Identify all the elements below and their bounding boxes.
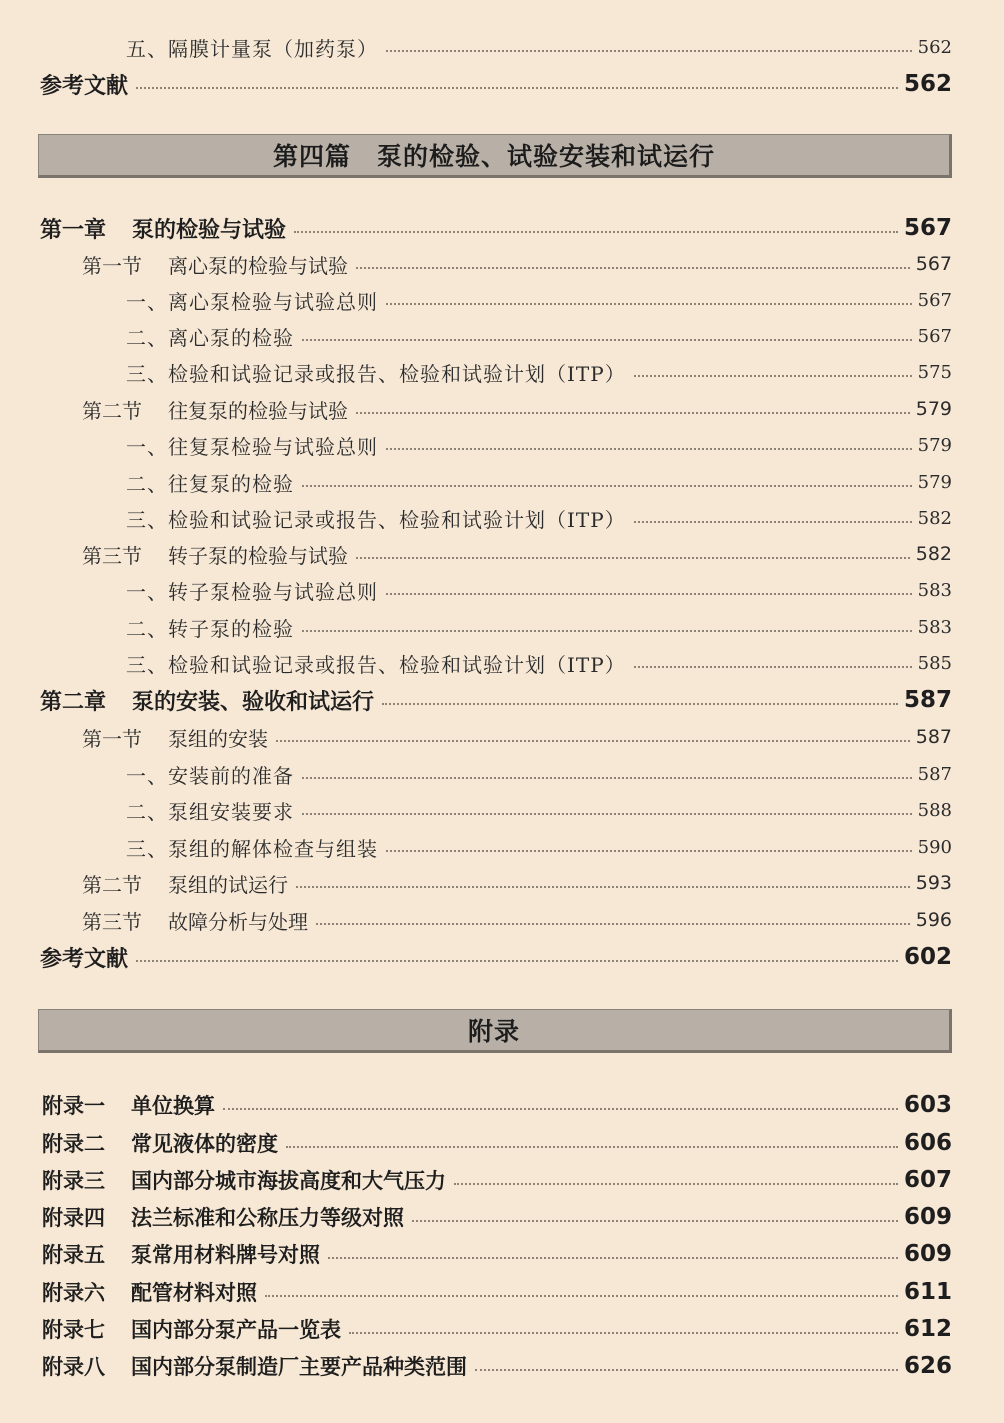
toc-section-1-3[interactable] (0, 537, 1004, 571)
toc-section-1-2[interactable] (0, 392, 1004, 426)
toc-item-title: 三、泵组的解体检查与组装 (126, 836, 378, 861)
appendix-number: 附录五 (42, 1243, 105, 1267)
section-title: 转子泵的检验与试验 (168, 543, 348, 568)
references-title: 参考文献 (40, 73, 129, 99)
toc-references-2[interactable] (0, 940, 1004, 974)
section-number: 第三节 (82, 543, 142, 568)
toc-appendix-6[interactable] (0, 1275, 1004, 1309)
page-number: 582 (915, 543, 952, 565)
page-number: 579 (917, 434, 952, 456)
dot-leader (294, 231, 898, 233)
dot-leader (386, 50, 912, 52)
dot-leader (302, 485, 912, 487)
toc-item-1-1-1[interactable] (0, 283, 1004, 317)
dot-leader (475, 1369, 898, 1371)
page-number: 590 (917, 836, 952, 858)
toc-appendix-5[interactable] (0, 1237, 1004, 1271)
appendix-heading-bar (38, 1009, 952, 1053)
page-number: 583 (917, 579, 952, 601)
toc-item-title: 五、隔膜计量泵（加药泵） (126, 36, 378, 61)
toc-item-1-2-3[interactable] (0, 501, 1004, 535)
page-number: 562 (917, 36, 952, 58)
dot-leader (386, 593, 912, 595)
appendix-title: 附录 (467, 1017, 520, 1046)
toc-item-2-1-2[interactable] (0, 793, 1004, 827)
toc-item-1-3-1[interactable] (0, 573, 1004, 607)
page-number: 579 (917, 471, 952, 493)
section-title: 泵组的安装 (168, 726, 268, 751)
toc-item-title: 一、安装前的准备 (126, 763, 294, 788)
dot-leader (386, 850, 912, 852)
section-number: 第一节 (82, 253, 142, 278)
appendix-number: 附录二 (42, 1132, 105, 1156)
appendix-entry-title: 单位换算 (131, 1094, 215, 1118)
chapter-title: 泵的检验与试验 (132, 217, 287, 243)
toc-item-title: 一、转子泵检验与试验总则 (126, 579, 378, 604)
dot-leader (386, 303, 912, 305)
appendix-number: 附录一 (42, 1094, 105, 1118)
dot-leader (386, 448, 912, 450)
appendix-entry-title: 国内部分泵产品一览表 (131, 1318, 341, 1342)
chapter-number: 第一章 (40, 217, 107, 243)
dot-leader (634, 375, 912, 377)
toc-section-2-3[interactable] (0, 903, 1004, 937)
page-number: 562 (903, 71, 952, 97)
page-number: 602 (903, 944, 952, 970)
section-title: 离心泵的检验与试验 (168, 253, 348, 278)
section-title: 泵组的试运行 (168, 872, 288, 897)
appendix-entry-title: 国内部分泵制造厂主要产品种类范围 (131, 1355, 467, 1379)
toc-item-title: 一、往复泵检验与试验总则 (126, 434, 378, 459)
part-heading-bar (38, 134, 952, 178)
dot-leader (302, 777, 912, 779)
page-number: 583 (917, 616, 952, 638)
toc-item-title: 三、检验和试验记录或报告、检验和试验计划（ITP） (126, 361, 626, 386)
toc-item-1-1-3[interactable] (0, 355, 1004, 389)
references-title: 参考文献 (40, 946, 129, 972)
page-number: 606 (903, 1130, 952, 1156)
appendix-number: 附录八 (42, 1355, 105, 1379)
section-title: 故障分析与处理 (168, 909, 308, 934)
toc-chapter-2[interactable] (0, 683, 1004, 717)
page-number: 582 (917, 507, 952, 529)
page-number: 587 (915, 726, 952, 748)
page-number: 609 (903, 1204, 952, 1230)
part-title: 第四篇 泵的检验、试验安装和试运行 (272, 142, 715, 171)
dot-leader (276, 740, 910, 742)
dot-leader (356, 267, 910, 269)
dot-leader (454, 1183, 898, 1185)
chapter-number: 第二章 (40, 689, 107, 715)
page-number: 587 (903, 687, 952, 713)
toc-item-1-3-2[interactable] (0, 610, 1004, 644)
page-number: 596 (915, 909, 952, 931)
toc-item-title: 二、泵组安装要求 (126, 799, 294, 824)
page-number: 612 (903, 1316, 952, 1342)
dot-leader (382, 703, 898, 705)
appendix-number: 附录六 (42, 1281, 105, 1305)
toc-item-1-2-2[interactable] (0, 465, 1004, 499)
toc-section-2-2[interactable] (0, 866, 1004, 900)
toc-appendix-4[interactable] (0, 1200, 1004, 1234)
toc-appendix-1[interactable] (0, 1088, 1004, 1122)
appendix-entry-title: 国内部分城市海拔高度和大气压力 (131, 1169, 446, 1193)
page-number: 587 (917, 763, 952, 785)
page-number: 567 (917, 289, 952, 311)
page-number: 579 (915, 398, 952, 420)
appendix-entry-title: 法兰标准和公称压力等级对照 (131, 1206, 404, 1230)
dot-leader (136, 87, 898, 89)
dot-leader (328, 1257, 898, 1259)
page-number: 567 (917, 325, 952, 347)
page-number: 593 (915, 872, 952, 894)
dot-leader (634, 666, 912, 668)
toc-item-title: 一、离心泵检验与试验总则 (126, 289, 378, 314)
page-number: 626 (903, 1353, 952, 1379)
section-number: 第三节 (82, 909, 142, 934)
appendix-number: 附录三 (42, 1169, 105, 1193)
dot-leader (349, 1332, 898, 1334)
page-number: 611 (903, 1279, 952, 1305)
toc-chapter-1[interactable] (0, 211, 1004, 245)
appendix-number: 附录七 (42, 1318, 105, 1342)
page-number: 588 (917, 799, 952, 821)
dot-leader (296, 886, 910, 888)
page-number: 585 (917, 652, 952, 674)
dot-leader (302, 630, 912, 632)
toc-item-1-2-1[interactable] (0, 428, 1004, 462)
toc-item-2-1-3[interactable] (0, 830, 1004, 864)
toc-section-2-1[interactable] (0, 720, 1004, 754)
appendix-number: 附录四 (42, 1206, 105, 1230)
page-number: 575 (917, 361, 952, 383)
toc-item-title: 二、离心泵的检验 (126, 325, 294, 350)
chapter-title: 泵的安装、验收和试运行 (132, 689, 375, 715)
toc-references-1[interactable] (0, 67, 1004, 101)
dot-leader (316, 923, 910, 925)
dot-leader (136, 960, 898, 962)
page-number: 567 (903, 215, 952, 241)
toc-appendix-7[interactable] (0, 1312, 1004, 1346)
appendix-entry-title: 泵常用材料牌号对照 (131, 1243, 320, 1267)
toc-item-1-1-2[interactable] (0, 319, 1004, 353)
section-number: 第一节 (82, 726, 142, 751)
dot-leader (286, 1146, 898, 1148)
appendix-entry-title: 配管材料对照 (131, 1281, 257, 1305)
dot-leader (356, 412, 910, 414)
dot-leader (302, 813, 912, 815)
toc-item-2-1-1[interactable] (0, 757, 1004, 791)
section-number: 第二节 (82, 872, 142, 897)
toc-item-title: 三、检验和试验记录或报告、检验和试验计划（ITP） (126, 507, 626, 532)
page-number: 609 (903, 1241, 952, 1267)
dot-leader (634, 521, 912, 523)
section-title: 往复泵的检验与试验 (168, 398, 348, 423)
page-number: 567 (915, 253, 952, 275)
toc-item-diaphragm-pump[interactable] (0, 30, 1004, 64)
page-number: 603 (903, 1092, 952, 1118)
toc-appendix-2[interactable] (0, 1126, 1004, 1160)
dot-leader (356, 557, 910, 559)
toc-item-title: 三、检验和试验记录或报告、检验和试验计划（ITP） (126, 652, 626, 677)
toc-item-1-3-3[interactable] (0, 646, 1004, 680)
dot-leader (302, 339, 912, 341)
dot-leader (265, 1295, 898, 1297)
toc-section-1-1[interactable] (0, 247, 1004, 281)
dot-leader (412, 1220, 898, 1222)
section-number: 第二节 (82, 398, 142, 423)
toc-item-title: 二、转子泵的检验 (126, 616, 294, 641)
toc-appendix-8[interactable] (0, 1349, 1004, 1383)
toc-appendix-3[interactable] (0, 1163, 1004, 1197)
dot-leader (223, 1108, 898, 1110)
page-number: 607 (903, 1167, 952, 1193)
toc-item-title: 二、往复泵的检验 (126, 471, 294, 496)
appendix-entry-title: 常见液体的密度 (131, 1132, 278, 1156)
